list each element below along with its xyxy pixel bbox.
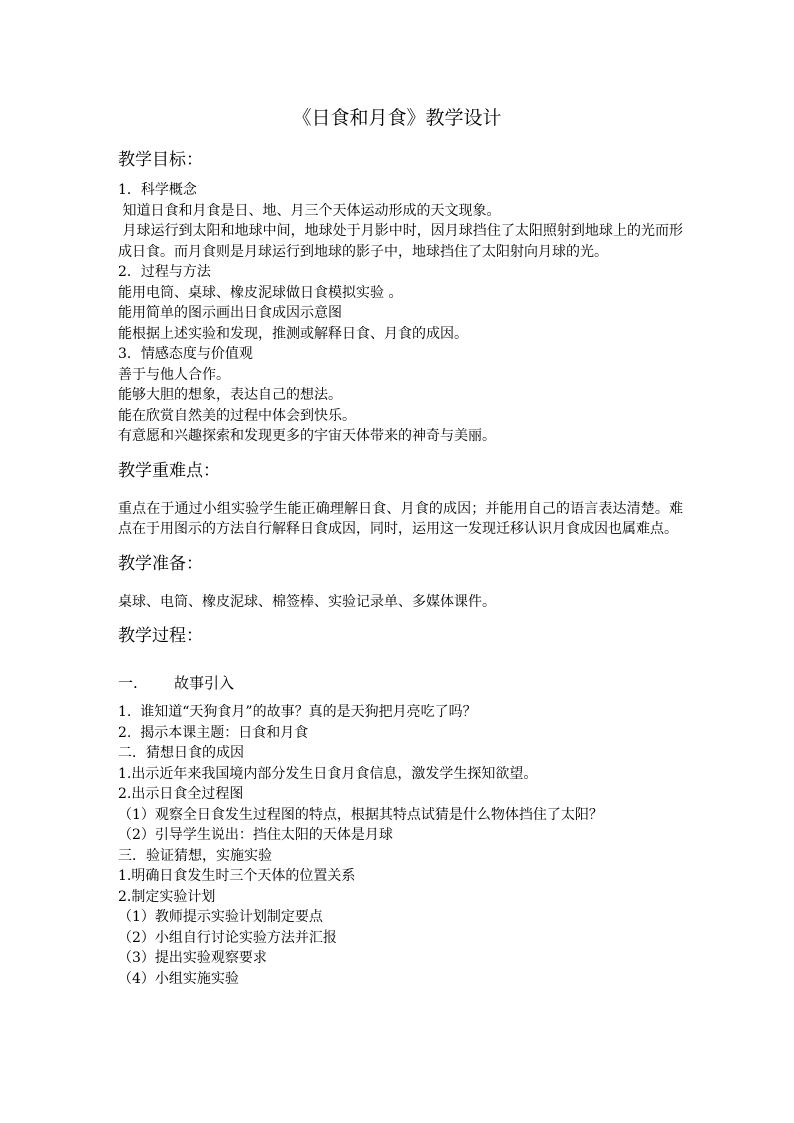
process-line: 2. 揭示本课主题：日食和月食 xyxy=(118,724,309,741)
goals-line: 知道日食和月食是日、地、月三个天体运动形成的天文现象。 xyxy=(118,202,501,219)
document-body xyxy=(118,148,683,989)
prep-heading: 教学准备： xyxy=(118,553,203,574)
process-line: （2）小组自行讨论实验方法并汇报 xyxy=(118,929,337,946)
process-line: 三．验证猜想，实施实验 xyxy=(118,847,272,864)
process-line: 1.出示近年来我国境内部分发生日食月食信息，激发学生探知欲望。 xyxy=(118,765,538,782)
section-title: 故事引入 xyxy=(174,674,235,692)
goals-line: 能用电筒、桌球、橡皮泥球做日食模拟实验 。 xyxy=(118,284,403,301)
process-line: 二．猜想日食的成因 xyxy=(118,745,244,761)
key-points-heading: 教学重难点： xyxy=(118,460,220,481)
section-number: 一. xyxy=(118,674,138,692)
process-line: （1）教师提示实验计划制定要点 xyxy=(118,909,323,925)
process-line: （3）提出实验观察要求 xyxy=(118,950,267,966)
document-title: 《日食和月食》教学设计 xyxy=(292,107,502,129)
goals-line: 能在欣赏自然美的过程中体会到快乐。 xyxy=(118,407,356,424)
goals-line: 1．科学概念 xyxy=(118,182,197,198)
process-line: 2.制定实验计划 xyxy=(118,888,216,905)
goals-heading: 教学目标： xyxy=(118,150,203,170)
key-points-paragraph: 重点在于通过小组实验学生能正确理解日食、月食的成因；并能用自己的语言表达清楚。难点在于用图示的方法自行解释日食成因，同时，运用这一发现迁移认识月食成因也属难点。 xyxy=(118,500,683,537)
process-line: 1. 谁知道“天狗食月”的故事？真的是天狗把月亮吃了吗？ xyxy=(118,704,477,720)
goals-line: 善于与他人合作。 xyxy=(118,366,230,383)
goals-line: 能用简单的图示画出日食成因示意图 xyxy=(118,305,342,321)
goals-paragraph: 月球运行到太阳和地球中间，地球处于月影中时，因月球挡住了太阳照射到地球上的光而形成日食。而月食则是月球运行到地球的影子中，地球挡住了太阳射向月球的光。 xyxy=(118,223,683,260)
process-line: （2）引导学生说出：挡住太阳的天体是月球 xyxy=(118,827,393,843)
process-line: （1）观察全日食发生过程图的特点，根据其特点试猜是什么物体挡住了太阳？ xyxy=(118,806,603,823)
goals-line: 2．过程与方法 xyxy=(118,264,211,280)
goals-line: 3．情感态度与价值观 xyxy=(118,346,253,362)
prep-paragraph: 桌球、电筒、橡皮泥球、棉签棒、实验记录单、多媒体课件。 xyxy=(118,593,496,610)
goals-line: 能根据上述实验和发现，推测或解释日食、月食的成因。 xyxy=(118,325,468,342)
goals-line: 有意愿和兴趣探索和发现更多的宇宙天体带来的神奇与美丽。 xyxy=(118,428,496,444)
process-line: 1.明确日食发生时三个天体的位置关系 xyxy=(118,868,356,884)
process-section-one xyxy=(118,672,683,694)
process-heading: 教学过程： xyxy=(118,626,203,646)
goals-line: 能够大胆的想象，表达自己的想法。 xyxy=(118,387,342,403)
process-line: 2.出示日食全过程图 xyxy=(118,786,244,802)
process-line: （4）小组实施实验 xyxy=(118,970,239,987)
